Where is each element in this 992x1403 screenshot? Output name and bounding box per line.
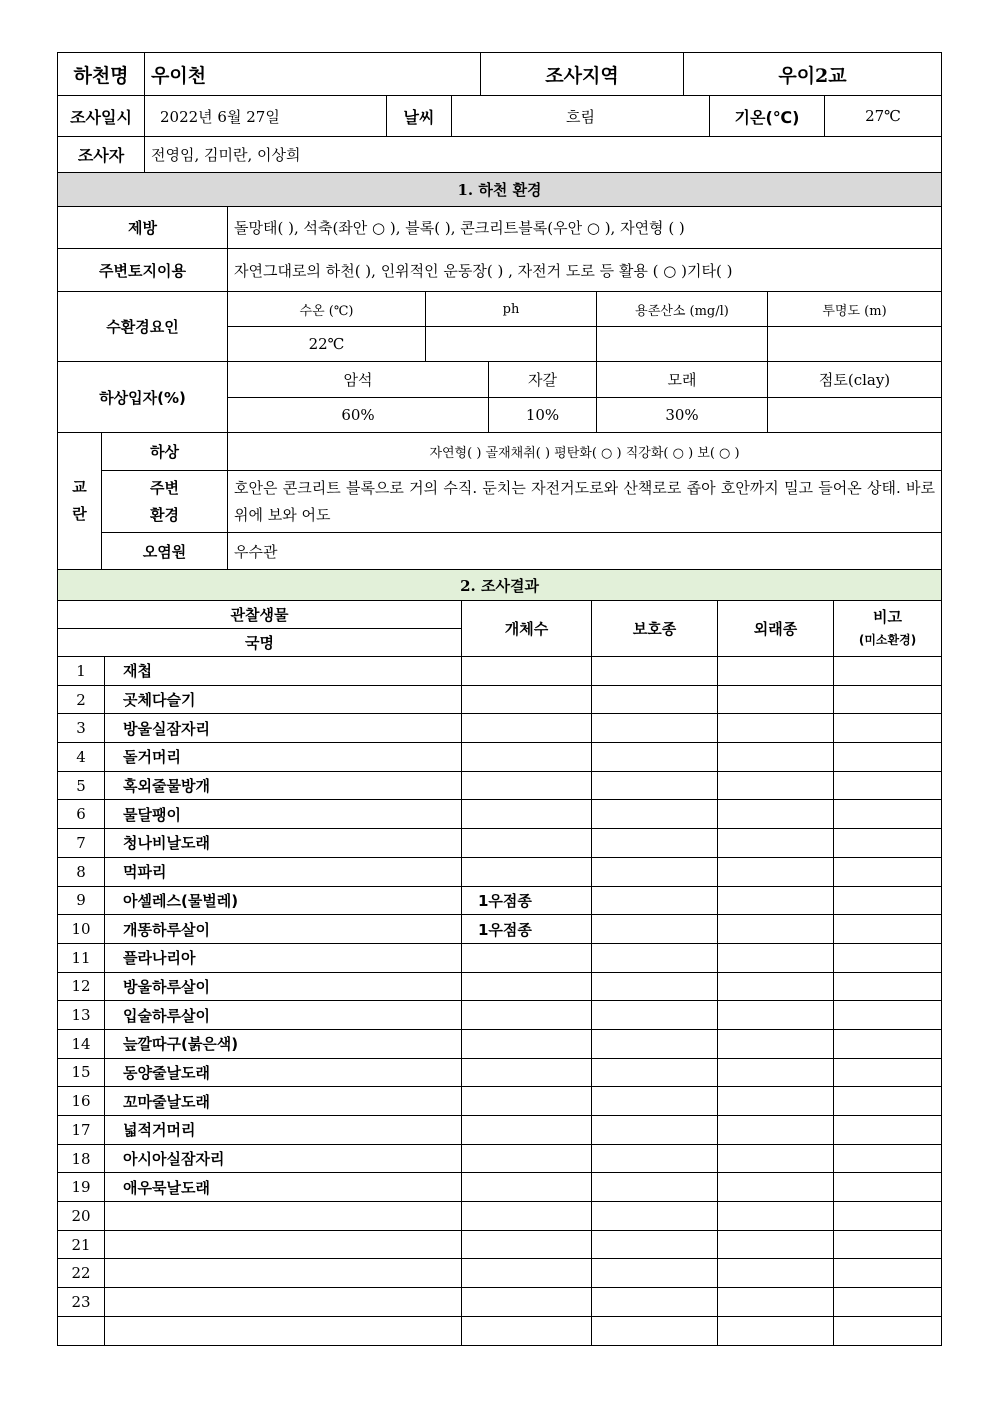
table-row	[58, 857, 942, 886]
row-number: 15	[58, 1058, 105, 1087]
species-name: 곳체다슬기	[105, 685, 462, 714]
alien-cell	[718, 1202, 834, 1231]
pollution-label: 오염원	[102, 533, 228, 570]
alien-header: 외래종	[718, 601, 834, 657]
row-number: 12	[58, 972, 105, 1001]
protected-cell	[592, 657, 718, 686]
species-name	[105, 1259, 462, 1288]
gravel-header: 자갈	[489, 362, 597, 398]
individual-count	[462, 1058, 592, 1087]
clay-header: 점토(clay)	[768, 362, 942, 398]
individual-count	[462, 1029, 592, 1058]
species-name	[105, 1288, 462, 1317]
note-cell	[834, 1116, 942, 1145]
water-temp-value: 22℃	[228, 327, 426, 362]
row-number: 20	[58, 1202, 105, 1231]
note-cell	[834, 800, 942, 829]
protected-cell	[592, 972, 718, 1001]
individual-count: 1우점종	[462, 915, 592, 944]
bed-particle-label: 하상입자(%)	[58, 362, 228, 433]
count-header: 개체수	[462, 601, 592, 657]
individual-count	[462, 1087, 592, 1116]
alien-cell	[718, 915, 834, 944]
individual-count	[462, 1316, 592, 1345]
table-row	[58, 771, 942, 800]
alien-cell	[718, 1029, 834, 1058]
species-name: 개똥하루살이	[105, 915, 462, 944]
riverbed-label: 하상	[102, 433, 228, 471]
species-name: 플라나리아	[105, 943, 462, 972]
note-cell	[834, 1144, 942, 1173]
species-name: 청나비날도래	[105, 829, 462, 858]
alien-cell	[718, 1288, 834, 1317]
species-name	[105, 1202, 462, 1231]
individual-count	[462, 1116, 592, 1145]
survey-result-table	[57, 569, 942, 1346]
individual-count	[462, 857, 592, 886]
river-name-label: 하천명	[58, 53, 145, 96]
protected-cell	[592, 800, 718, 829]
table-row	[58, 1202, 942, 1231]
note-cell	[834, 915, 942, 944]
organism-header: 관찰생물	[58, 601, 462, 629]
table-row	[58, 685, 942, 714]
row-number: 23	[58, 1288, 105, 1317]
surrounding-label: 주변 환경	[102, 471, 228, 533]
individual-count	[462, 1001, 592, 1030]
individual-count	[462, 943, 592, 972]
note-cell	[834, 1316, 942, 1345]
species-name	[105, 1316, 462, 1345]
individual-count	[462, 743, 592, 772]
table-row	[58, 714, 942, 743]
alien-cell	[718, 1001, 834, 1030]
individual-count	[462, 714, 592, 743]
note-cell	[834, 1058, 942, 1087]
riverbed-value: 자연형( ) 골재채취( ) 평탄화( ○ ) 직강화( ○ ) 보( ○ )	[228, 433, 942, 471]
alien-cell	[718, 829, 834, 858]
row-number: 1	[58, 657, 105, 686]
table-row	[58, 743, 942, 772]
protected-cell	[592, 1001, 718, 1030]
protected-header: 보호종	[592, 601, 718, 657]
note-cell	[834, 1202, 942, 1231]
table-row	[58, 1058, 942, 1087]
protected-cell	[592, 915, 718, 944]
ph-header: ph	[426, 292, 597, 327]
row-number: 18	[58, 1144, 105, 1173]
alien-cell	[718, 886, 834, 915]
row-number: 19	[58, 1173, 105, 1202]
table-row	[58, 1230, 942, 1259]
water-factor-label: 수환경요인	[58, 292, 228, 362]
table-row	[58, 1173, 942, 1202]
note-cell	[834, 771, 942, 800]
species-name: 입술하루살이	[105, 1001, 462, 1030]
note-cell	[834, 1001, 942, 1030]
alien-cell	[718, 972, 834, 1001]
sand-header: 모래	[597, 362, 768, 398]
row-number: 9	[58, 886, 105, 915]
row-number: 16	[58, 1087, 105, 1116]
row-number: 8	[58, 857, 105, 886]
row-number: 2	[58, 685, 105, 714]
header-table	[57, 52, 942, 96]
ph-value	[426, 327, 597, 362]
row-number: 14	[58, 1029, 105, 1058]
species-name: 동양줄날도래	[105, 1058, 462, 1087]
alien-cell	[718, 771, 834, 800]
clay-value	[768, 398, 942, 433]
note-cell	[834, 714, 942, 743]
alien-cell	[718, 1087, 834, 1116]
table-row	[58, 1144, 942, 1173]
alien-cell	[718, 1058, 834, 1087]
table-row	[58, 829, 942, 858]
individual-count	[462, 685, 592, 714]
individual-count	[462, 972, 592, 1001]
table-row	[58, 915, 942, 944]
pollution-value: 우수관	[228, 533, 942, 570]
river-environment-table	[57, 172, 942, 570]
sand-value: 30%	[597, 398, 768, 433]
note-header: 비고 (미소환경)	[834, 601, 942, 657]
alien-cell	[718, 1259, 834, 1288]
row-number: 17	[58, 1116, 105, 1145]
protected-cell	[592, 886, 718, 915]
note-cell	[834, 1087, 942, 1116]
table-row	[58, 886, 942, 915]
table-row	[58, 943, 942, 972]
protected-cell	[592, 1029, 718, 1058]
temperature-value: 27℃	[825, 96, 942, 137]
gravel-value: 10%	[489, 398, 597, 433]
protected-cell	[592, 1058, 718, 1087]
alien-cell	[718, 857, 834, 886]
species-name: 돌거머리	[105, 743, 462, 772]
protected-cell	[592, 1202, 718, 1231]
individual-count	[462, 1259, 592, 1288]
protected-cell	[592, 857, 718, 886]
alien-cell	[718, 657, 834, 686]
species-name: 혹외줄물방개	[105, 771, 462, 800]
row-number: 21	[58, 1230, 105, 1259]
table-row	[58, 800, 942, 829]
korean-name-header: 국명	[58, 629, 462, 657]
section2-title: 2. 조사결과	[58, 570, 942, 601]
date-table	[57, 95, 942, 137]
protected-cell	[592, 829, 718, 858]
note-cell	[834, 857, 942, 886]
protected-cell	[592, 1173, 718, 1202]
rock-value: 60%	[228, 398, 489, 433]
transparency-header: 투명도 (m)	[768, 292, 942, 327]
individual-count	[462, 771, 592, 800]
protected-cell	[592, 1230, 718, 1259]
date-label: 조사일시	[58, 96, 145, 137]
species-name: 재첩	[105, 657, 462, 686]
embankment-value: 돌망태( ), 석축(좌안 ○ ), 블록( ), 콘크리트블록(우안 ○ ), 자연형 ( )	[228, 207, 942, 249]
alien-cell	[718, 1116, 834, 1145]
embankment-label: 제방	[58, 207, 228, 249]
protected-cell	[592, 1087, 718, 1116]
alien-cell	[718, 685, 834, 714]
note-cell	[834, 1029, 942, 1058]
row-number: 22	[58, 1259, 105, 1288]
note-cell	[834, 972, 942, 1001]
table-row	[58, 657, 942, 686]
protected-cell	[592, 714, 718, 743]
species-name	[105, 1230, 462, 1259]
row-number: 3	[58, 714, 105, 743]
alien-cell	[718, 1316, 834, 1345]
alien-cell	[718, 1144, 834, 1173]
note-cell	[834, 1288, 942, 1317]
individual-count	[462, 1202, 592, 1231]
table-row	[58, 1259, 942, 1288]
individual-count	[462, 800, 592, 829]
species-name: 아시아실잠자리	[105, 1144, 462, 1173]
individual-count	[462, 1288, 592, 1317]
protected-cell	[592, 943, 718, 972]
table-row	[58, 1288, 942, 1317]
protected-cell	[592, 771, 718, 800]
table-row	[58, 972, 942, 1001]
note-cell	[834, 1230, 942, 1259]
individual-count	[462, 1173, 592, 1202]
individual-count	[462, 1144, 592, 1173]
weather-label: 날씨	[387, 96, 452, 137]
species-name: 꼬마줄날도래	[105, 1087, 462, 1116]
species-name: 먹파리	[105, 857, 462, 886]
note-cell	[834, 685, 942, 714]
row-number: 6	[58, 800, 105, 829]
land-use-value: 자연그대로의 하천( ), 인위적인 운동장( ) , 자전거 도로 등 활용 ( ○ )기타( )	[228, 249, 942, 292]
row-number	[58, 1316, 105, 1345]
table-row	[58, 1001, 942, 1030]
note-cell	[834, 886, 942, 915]
protected-cell	[592, 743, 718, 772]
protected-cell	[592, 685, 718, 714]
table-row	[58, 1029, 942, 1058]
row-number: 7	[58, 829, 105, 858]
region-label: 조사지역	[481, 53, 684, 96]
species-name: 방울하루살이	[105, 972, 462, 1001]
species-name: 방울실잠자리	[105, 714, 462, 743]
date-value: 2022년 6월 27일	[145, 96, 387, 137]
water-temp-header: 수온 (℃)	[228, 292, 426, 327]
region-value: 우이2교	[684, 53, 942, 96]
temperature-label: 기온(℃)	[710, 96, 825, 137]
table-row	[58, 1087, 942, 1116]
individual-count: 1우점종	[462, 886, 592, 915]
protected-cell	[592, 1116, 718, 1145]
note-cell	[834, 657, 942, 686]
row-number: 11	[58, 943, 105, 972]
surveyor-value: 전영임, 김미란, 이상희	[145, 137, 942, 173]
disturbance-label: 교란	[58, 433, 102, 570]
individual-count	[462, 829, 592, 858]
row-number: 4	[58, 743, 105, 772]
species-name: 애우묵날도래	[105, 1173, 462, 1202]
protected-cell	[592, 1288, 718, 1317]
row-number: 13	[58, 1001, 105, 1030]
protected-cell	[592, 1316, 718, 1345]
protected-cell	[592, 1144, 718, 1173]
protected-cell	[592, 1259, 718, 1288]
surveyor-table	[57, 136, 942, 173]
row-number: 5	[58, 771, 105, 800]
weather-value: 흐림	[452, 96, 710, 137]
river-name-value: 우이천	[145, 53, 481, 96]
alien-cell	[718, 800, 834, 829]
note-cell	[834, 1173, 942, 1202]
note-cell	[834, 829, 942, 858]
table-row	[58, 1116, 942, 1145]
dissolved-oxygen-value	[597, 327, 768, 362]
species-name: 넓적거머리	[105, 1116, 462, 1145]
surrounding-value: 호안은 콘크리트 블록으로 거의 수직. 둔치는 자전거도로와 산책로로 좁아 호안까지 밀고 들어온 상태. 바로 위에 보와 어도	[228, 471, 942, 533]
alien-cell	[718, 1230, 834, 1259]
table-row	[58, 1316, 942, 1345]
species-name: 늪깔따구(붉은색)	[105, 1029, 462, 1058]
row-number: 10	[58, 915, 105, 944]
alien-cell	[718, 943, 834, 972]
surveyor-label: 조사자	[58, 137, 145, 173]
land-use-label: 주변토지이용	[58, 249, 228, 292]
note-cell	[834, 943, 942, 972]
rock-header: 암석	[228, 362, 489, 398]
transparency-value	[768, 327, 942, 362]
species-name: 아셀레스(물벌레)	[105, 886, 462, 915]
dissolved-oxygen-header: 용존산소 (mg/l)	[597, 292, 768, 327]
individual-count	[462, 657, 592, 686]
species-name: 물달팽이	[105, 800, 462, 829]
note-cell	[834, 1259, 942, 1288]
section1-title: 1. 하천 환경	[58, 173, 942, 207]
individual-count	[462, 1230, 592, 1259]
alien-cell	[718, 743, 834, 772]
alien-cell	[718, 1173, 834, 1202]
note-cell	[834, 743, 942, 772]
alien-cell	[718, 714, 834, 743]
